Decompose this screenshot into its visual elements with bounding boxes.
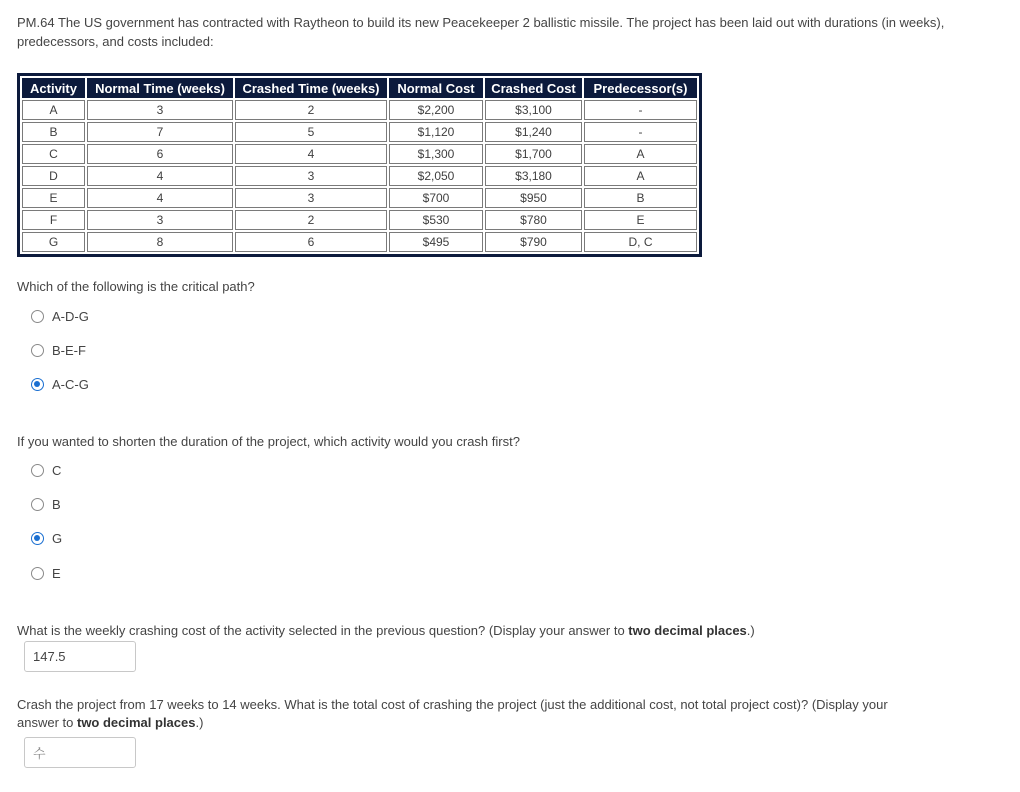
option-label: E [52, 565, 61, 581]
option-label: G [52, 530, 63, 546]
cell-crashed-time: 3 [235, 166, 387, 186]
cell-crashed-cost: $780 [485, 210, 582, 230]
table-header-row [22, 78, 697, 98]
radio-button[interactable] [31, 310, 44, 323]
cell-normal-cost: $495 [389, 232, 483, 252]
cell-activity: G [22, 232, 85, 252]
option-label: A-C-G [52, 376, 89, 392]
radio-button[interactable] [31, 567, 44, 580]
col-crashed-time-header: Crashed Time (weeks) [235, 78, 387, 98]
cell-crashed-time: 6 [235, 232, 387, 252]
crash-first-option-g[interactable] [31, 530, 62, 546]
question-text-end: .) [746, 623, 755, 638]
question-text-2: answer to [17, 715, 77, 730]
cell-predecessors: - [584, 100, 697, 120]
crash-first-option-e[interactable] [31, 565, 61, 581]
table-row [22, 144, 697, 164]
cell-normal-time: 3 [87, 210, 233, 230]
option-label: C [52, 462, 62, 478]
problem-intro: PM.64 The US government has contracted with Raytheon to build its new Peacekeeper 2 ballistic missile. The project has been laid out with durations (in weeks), predecessors, and costs included: [17, 15, 945, 49]
cell-crashed-cost: $3,180 [485, 166, 582, 186]
crash-first-option-b[interactable] [31, 496, 61, 512]
cell-normal-time: 4 [87, 188, 233, 208]
weekly-crash-cost-input[interactable] [24, 641, 136, 672]
weekly-crash-cost-question [17, 623, 755, 638]
crash-first-option-c[interactable] [31, 462, 61, 478]
cell-crashed-cost: $3,100 [485, 100, 582, 120]
option-label: A-D-G [52, 308, 89, 324]
cell-crashed-time: 3 [235, 188, 387, 208]
table-row [22, 100, 697, 120]
cell-normal-cost: $700 [389, 188, 483, 208]
cell-normal-cost: $530 [389, 210, 483, 230]
col-crashed-cost-header: Crashed Cost [485, 78, 582, 98]
cell-normal-cost: $1,300 [389, 144, 483, 164]
option-label: B-E-F [52, 342, 86, 358]
table-row [22, 232, 697, 252]
cell-predecessors: D, C [584, 232, 697, 252]
col-normal-time-header: Normal Time (weeks) [87, 78, 233, 98]
cell-activity: C [22, 144, 85, 164]
cell-predecessors: E [584, 210, 697, 230]
radio-button[interactable] [31, 344, 44, 357]
question-text: Crash the project from 17 weeks to 14 weeks. What is the total cost of crashing the project (just the additional cost, not total project cost)? (Display your [17, 697, 888, 712]
table-row [22, 188, 697, 208]
project-table [17, 73, 702, 257]
col-normal-cost-header: Normal Cost [389, 78, 483, 98]
cell-normal-time: 7 [87, 122, 233, 142]
radio-button[interactable] [31, 464, 44, 477]
critical-path-option-adg[interactable] [31, 308, 89, 324]
question-emphasis: two decimal places [628, 623, 747, 638]
cell-predecessors: B [584, 188, 697, 208]
cell-normal-time: 4 [87, 166, 233, 186]
cell-crashed-cost: $790 [485, 232, 582, 252]
cell-normal-time: 8 [87, 232, 233, 252]
cell-normal-cost: $1,120 [389, 122, 483, 142]
cell-crashed-cost: $1,700 [485, 144, 582, 164]
table-row [22, 122, 697, 142]
option-label: B [52, 496, 61, 512]
table-row [22, 210, 697, 230]
question-text: What is the weekly crashing cost of the activity selected in the previous question? (Display your answer to [17, 623, 629, 638]
total-crash-cost-question [17, 696, 977, 732]
cell-predecessors: A [584, 144, 697, 164]
cell-normal-time: 6 [87, 144, 233, 164]
table-row [22, 166, 697, 186]
critical-path-option-bef[interactable] [31, 342, 86, 358]
cell-activity: D [22, 166, 85, 186]
col-predecessors-header: Predecessor(s) [584, 78, 697, 98]
cell-crashed-time: 4 [235, 144, 387, 164]
cell-activity: E [22, 188, 85, 208]
radio-button[interactable] [31, 498, 44, 511]
cell-predecessors: A [584, 166, 697, 186]
cell-normal-cost: $2,050 [389, 166, 483, 186]
cell-crashed-time: 2 [235, 100, 387, 120]
question-text-end: .) [195, 715, 204, 730]
cell-normal-time: 3 [87, 100, 233, 120]
cell-activity: F [22, 210, 85, 230]
cell-activity: B [22, 122, 85, 142]
cell-crashed-cost: $1,240 [485, 122, 582, 142]
cell-crashed-time: 5 [235, 122, 387, 142]
cell-activity: A [22, 100, 85, 120]
cell-normal-cost: $2,200 [389, 100, 483, 120]
radio-button-selected[interactable] [31, 378, 44, 391]
question-emphasis: two decimal places [76, 715, 196, 730]
col-activity-header: Activity [22, 78, 85, 98]
crash-first-question: If you wanted to shorten the duration of the project, which activity would you crash first? [17, 434, 520, 449]
critical-path-question: Which of the following is the critical path? [17, 279, 255, 294]
input-method-indicator-icon: 수 [33, 746, 46, 761]
cell-predecessors: - [584, 122, 697, 142]
cell-crashed-cost: $950 [485, 188, 582, 208]
radio-button-selected[interactable] [31, 532, 44, 545]
critical-path-option-acg[interactable] [31, 376, 89, 392]
cell-crashed-time: 2 [235, 210, 387, 230]
